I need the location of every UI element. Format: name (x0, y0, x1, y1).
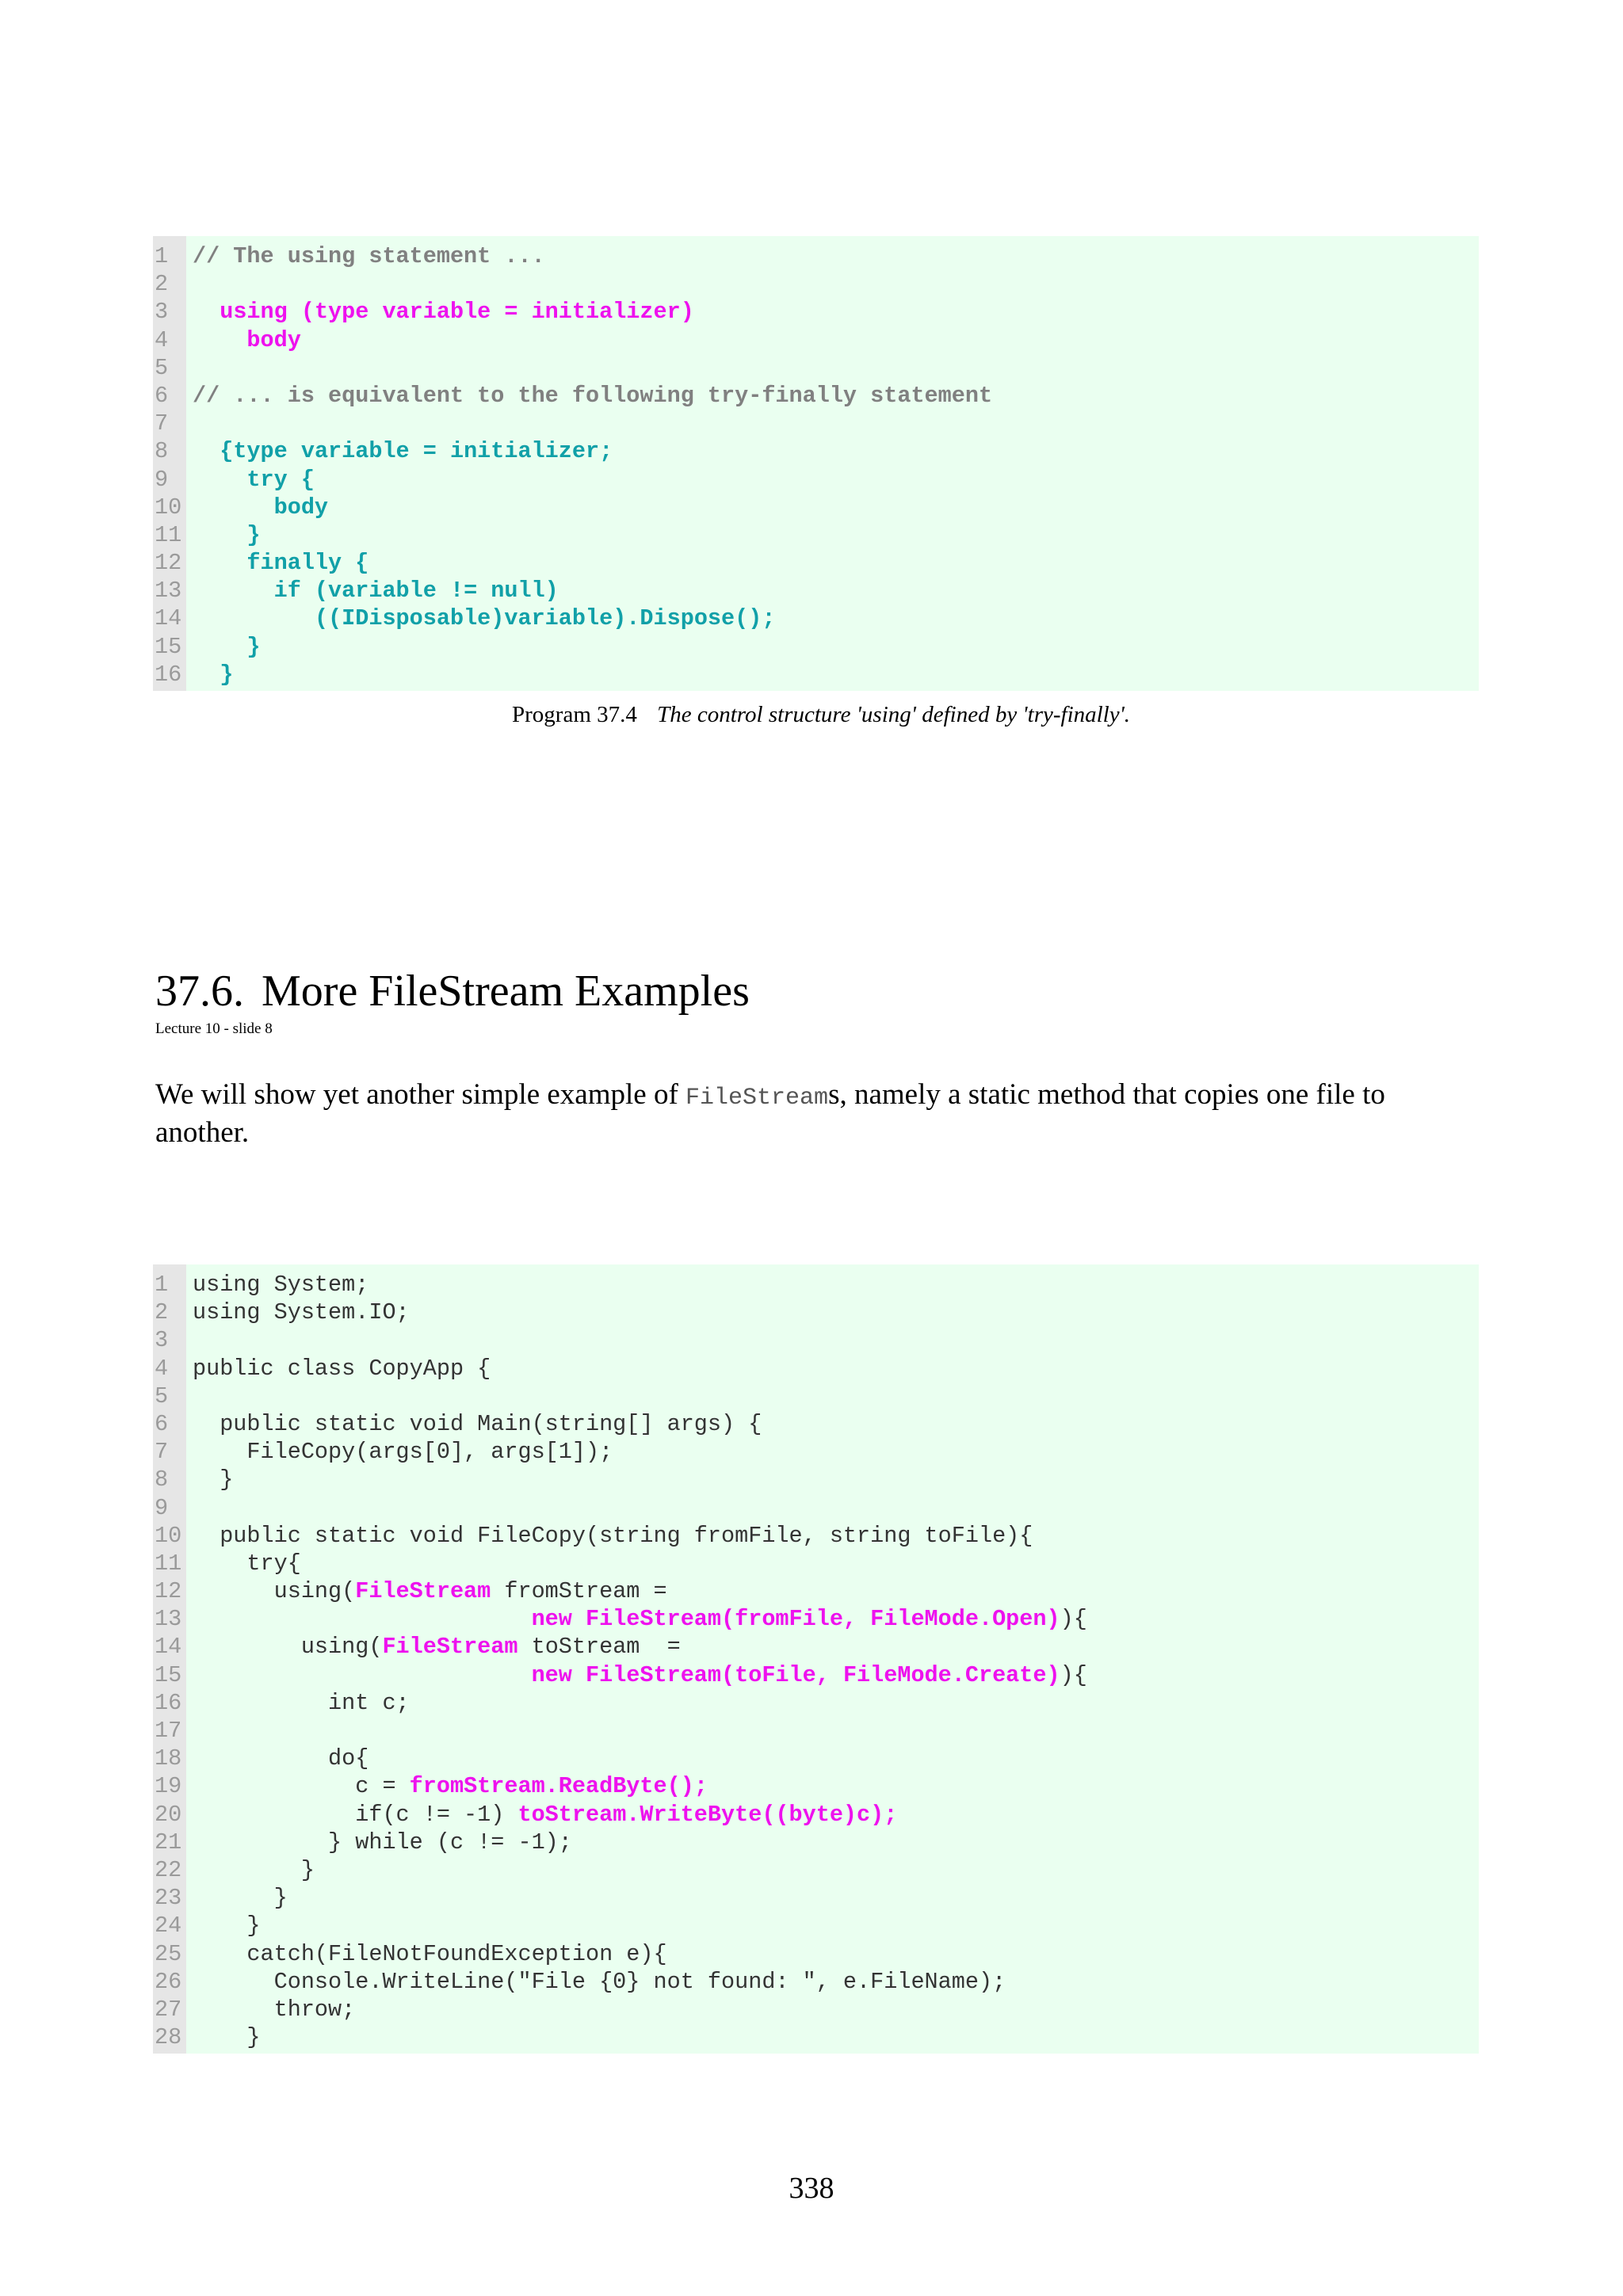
code-token: try{ (193, 1550, 301, 1577)
code-text (193, 326, 301, 354)
code-token: FileStream (355, 1578, 491, 1605)
code-token: try { (246, 466, 315, 493)
code-token: catch(FileNotFoundException e){ (193, 1940, 667, 1967)
code-line (153, 1745, 1479, 1772)
code-line (153, 1577, 1479, 1605)
code-token: } (193, 1885, 288, 1912)
code-text (193, 1772, 708, 1800)
slide-reference-link[interactable]: Lecture 10 - slide 8 (155, 1020, 273, 1037)
code-line (153, 437, 1479, 465)
code-token: if (variable != null) (273, 578, 559, 605)
code-token (193, 467, 246, 493)
code-line (153, 1550, 1479, 1577)
line-number: 12 (155, 1578, 182, 1605)
code-text (193, 1856, 315, 1884)
code-line (153, 1940, 1479, 1968)
code-text (193, 1633, 681, 1661)
intro-text-after: s, namely a static method that copies one file to another. (155, 1078, 1385, 1149)
code-token: using (type variable = initializer) (220, 299, 694, 326)
code-token: new FileStream(fromFile, FileMode.Open) (531, 1606, 1060, 1633)
code-text (193, 1661, 1087, 1689)
code-line (153, 1410, 1479, 1438)
section-title-text: More FileStream Examples (262, 967, 750, 1016)
line-number: 1 (155, 1272, 169, 1298)
code-text (193, 1271, 369, 1299)
intro-text-before: We will show yet another simple example of (155, 1078, 686, 1111)
code-text (193, 1884, 288, 1912)
code-token: } (246, 521, 261, 548)
code-token (193, 327, 246, 353)
code-listing-copyapp (153, 1264, 1479, 2054)
code-token: FileStream (382, 1634, 518, 1661)
line-number: 16 (155, 661, 182, 688)
code-token: int c; (193, 1689, 410, 1716)
code-line (153, 1996, 1479, 2023)
line-number: 2 (155, 1299, 169, 1326)
code-line (153, 242, 1479, 270)
code-token: toStream = (517, 1634, 681, 1661)
line-number: 21 (155, 1829, 182, 1855)
code-text (193, 605, 775, 632)
page-number: 338 (789, 2172, 834, 2205)
code-listing-using-statement (153, 236, 1479, 691)
code-text (193, 549, 369, 577)
code-token: } (193, 1856, 315, 1883)
code-line (153, 1299, 1479, 1326)
line-number: 1 (155, 243, 169, 269)
code-token (193, 605, 315, 631)
code-line (153, 1494, 1479, 1522)
code-text (193, 1550, 301, 1577)
code-text (193, 494, 328, 521)
intro-paragraph (155, 1077, 1455, 1150)
code-token: } (193, 1913, 261, 1939)
code-text (193, 1912, 261, 1939)
code-line (153, 633, 1479, 661)
code-line (153, 1829, 1479, 1856)
line-number: 14 (155, 1634, 182, 1661)
code-token: FileCopy(args[0], args[1]); (193, 1439, 613, 1466)
line-number: 14 (155, 605, 182, 632)
line-number: 13 (155, 1606, 182, 1633)
code-text (193, 242, 545, 270)
line-number: 13 (155, 578, 182, 605)
code-token: } (246, 633, 261, 660)
line-number: 15 (155, 633, 182, 660)
line-number: 11 (155, 521, 182, 548)
line-number: 8 (155, 438, 169, 465)
line-number: 2 (155, 271, 169, 298)
code-line (153, 382, 1479, 410)
line-number: 3 (155, 299, 169, 326)
code-token: Console.WriteLine("File {0} not found: ", e.FileName); (193, 1968, 1006, 1995)
code-token (193, 662, 220, 688)
code-token: ){ (1060, 1606, 1087, 1633)
code-token: body (246, 326, 301, 353)
line-number: 16 (155, 1689, 182, 1716)
line-number: 23 (155, 1885, 182, 1912)
code-token: using( (193, 1634, 383, 1661)
code-token: throw; (193, 1996, 356, 2023)
code-line (153, 1772, 1479, 1800)
code-token: // The using statement ... (193, 243, 545, 269)
code-line (153, 549, 1479, 577)
code-line (153, 1438, 1479, 1466)
code-line (153, 1661, 1479, 1689)
code-text (193, 1801, 897, 1829)
code-line (153, 605, 1479, 632)
code-token: c = (193, 1773, 410, 1800)
code-text (193, 633, 261, 661)
code-text (193, 2023, 261, 2051)
line-number: 10 (155, 1522, 182, 1549)
section-heading (155, 965, 750, 1017)
section-number: 37.6. (155, 967, 244, 1016)
line-number: 12 (155, 550, 182, 577)
line-number: 4 (155, 1355, 169, 1382)
line-number: 8 (155, 1466, 169, 1493)
code-line (153, 270, 1479, 298)
code-text (193, 1299, 410, 1326)
code-token: public class CopyApp { (193, 1355, 491, 1382)
code-text (193, 521, 261, 549)
code-token: ((IDisposable)variable).Dispose(); (314, 605, 776, 632)
code-token: finally { (246, 550, 369, 577)
code-token: using System.IO; (193, 1299, 410, 1326)
line-number: 25 (155, 1940, 182, 1967)
code-text (193, 1466, 233, 1493)
line-number: 18 (155, 1745, 182, 1772)
code-token: public static void FileCopy(string fromFile, string toFile){ (193, 1522, 1033, 1549)
code-token (193, 550, 246, 576)
code-text (193, 1745, 369, 1772)
code-token: } (193, 2024, 261, 2051)
code-line (153, 661, 1479, 688)
code-token (193, 299, 220, 325)
code-line (153, 298, 1479, 326)
code-token (193, 1606, 532, 1632)
line-number: 7 (155, 410, 169, 437)
code-line (153, 521, 1479, 549)
line-number: 19 (155, 1773, 182, 1800)
code-token: new FileStream(toFile, FileMode.Create) (531, 1661, 1060, 1688)
code-token: if(c != -1) (193, 1801, 518, 1828)
code-token (193, 578, 274, 604)
code-token: fromStream.ReadByte(); (409, 1773, 708, 1800)
code-text (193, 1410, 762, 1438)
code-token (193, 494, 274, 521)
code-token (193, 1662, 532, 1688)
code-token: using System; (193, 1272, 369, 1298)
code-line (153, 1271, 1479, 1299)
code-token (193, 522, 246, 548)
code-text (193, 1438, 613, 1466)
code-token: fromStream = (491, 1578, 667, 1605)
code-text (193, 1355, 491, 1383)
code-text (193, 382, 992, 410)
code-line (153, 326, 1479, 354)
line-number: 27 (155, 1996, 182, 2023)
code-line (153, 494, 1479, 521)
code-line (153, 1884, 1479, 1912)
line-number: 4 (155, 326, 169, 353)
code-line (153, 1801, 1479, 1829)
code-text (193, 661, 233, 688)
code-line (153, 466, 1479, 494)
line-number: 11 (155, 1550, 182, 1577)
code-token: } (220, 661, 234, 688)
code-line (153, 1689, 1479, 1717)
code-token: ){ (1060, 1661, 1087, 1688)
line-number: 6 (155, 382, 169, 409)
code-text (193, 1522, 1033, 1550)
code-line (153, 1605, 1479, 1633)
line-number: 6 (155, 1410, 169, 1437)
code-token (193, 438, 220, 464)
code-line (153, 354, 1479, 382)
code-token: {type variable = initializer; (220, 438, 613, 465)
code-token: using( (193, 1578, 356, 1605)
code-line (153, 577, 1479, 605)
line-number: 28 (155, 2024, 182, 2051)
code-token: toStream.WriteByte((byte)c); (517, 1801, 898, 1828)
code-text (193, 1968, 1006, 1996)
line-number: 22 (155, 1856, 182, 1883)
code-text (193, 1577, 667, 1605)
code-text (193, 577, 559, 605)
code-token: body (273, 494, 329, 521)
code-text (193, 1829, 572, 1856)
program-caption (512, 700, 1138, 730)
code-line (153, 410, 1479, 437)
code-text (193, 298, 694, 326)
line-number: 9 (155, 466, 169, 493)
line-number: 3 (155, 1327, 169, 1354)
code-text (193, 437, 613, 465)
caption-text: The control structure 'using' defined by 'try-finally'. (657, 702, 1131, 727)
line-number: 20 (155, 1801, 182, 1828)
code-line (153, 1968, 1479, 1996)
code-text (193, 1996, 355, 2023)
code-text (193, 466, 315, 494)
line-number: 15 (155, 1661, 182, 1688)
line-number: 9 (155, 1494, 169, 1521)
code-line (153, 2023, 1479, 2051)
code-line (153, 1856, 1479, 1884)
line-number: 26 (155, 1968, 182, 1995)
caption-label: Program 37.4 (512, 702, 637, 727)
code-text (193, 1940, 667, 1968)
code-line (153, 1466, 1479, 1493)
code-text (193, 1605, 1087, 1633)
code-token: } while (c != -1); (193, 1829, 572, 1855)
intro-inline-code: FileStream (685, 1085, 829, 1112)
code-line (153, 1633, 1479, 1661)
code-token: } (193, 1466, 234, 1493)
code-line (153, 1326, 1479, 1354)
code-token: // ... is equivalent to the following try-finally statement (193, 382, 993, 409)
line-number: 7 (155, 1439, 169, 1466)
code-line (153, 1717, 1479, 1745)
code-token: do{ (193, 1745, 369, 1772)
line-number: 10 (155, 494, 182, 521)
line-number: 24 (155, 1913, 182, 1939)
code-text (193, 1689, 410, 1717)
code-token (193, 634, 246, 660)
code-token: public static void Main(string[] args) { (193, 1410, 762, 1437)
line-number: 5 (155, 354, 169, 381)
code-line (153, 1912, 1479, 1939)
line-number: 5 (155, 1383, 169, 1409)
code-line (153, 1522, 1479, 1550)
code-line (153, 1355, 1479, 1383)
code-line (153, 1383, 1479, 1410)
line-number: 17 (155, 1718, 182, 1744)
